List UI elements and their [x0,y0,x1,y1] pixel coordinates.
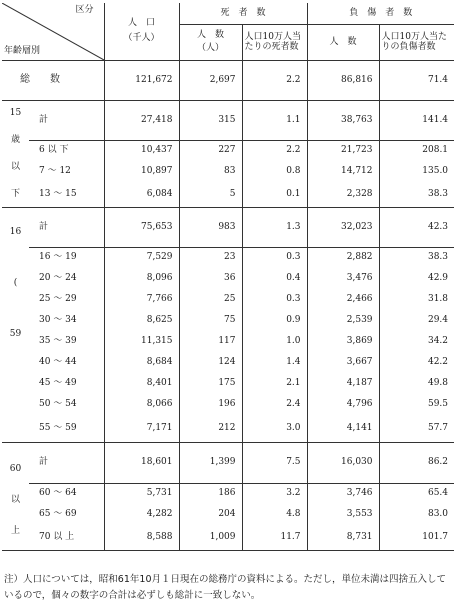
age-row [2,352,454,373]
deaths-cell: 124 [179,352,242,373]
injured-cell: 16,030 [307,442,379,483]
injured-rate-cell: 65.4 [379,483,454,504]
deaths-cell: 75 [179,310,242,331]
injured-rate-cell: 42.9 [379,268,454,289]
row-label: 計 [29,442,104,483]
death-rate-cell: 7.5 [242,442,307,483]
row-label: 60 〜 64 [39,488,77,499]
age-row [2,483,454,504]
row-label: 16 〜 19 [39,252,77,263]
population-cell: 11,315 [104,331,179,352]
footnote: 注）人口については，昭和61年10月１日現在の総務庁の資料による。ただし，単位未満は四捨五入しているので，個々の数字の合計は必ずしも総計に一致しない。 [4,574,446,601]
injured-cell: 3,746 [307,483,379,504]
population-cell: 6,084 [104,182,179,207]
age-bracket-char: 以 [10,161,20,172]
population-cell: 4,282 [104,504,179,525]
population-cell: 8,684 [104,352,179,373]
death-rate-cell: 0.8 [242,161,307,182]
population-cell: 8,625 [104,310,179,331]
age-row [2,289,454,310]
deaths-cell: 25 [179,289,242,310]
injured-rate-cell: 101.7 [379,525,454,550]
total-injured: 86,816 [307,60,379,100]
population-cell: 18,601 [104,442,179,483]
injured-rate-cell: 86.2 [379,442,454,483]
population-cell: 7,171 [104,415,179,442]
population-cell: 10,437 [104,140,179,161]
injured-rate-cell: 42.2 [379,352,454,373]
age-bracket-char: 59 [9,328,22,339]
age-bracket-char: ( [13,277,18,288]
death-rate-cell: 2.2 [242,140,307,161]
injured-cell: 3,667 [307,352,379,373]
deaths-cell: 315 [179,100,242,140]
row-label: 70 以 上 [29,525,104,550]
population-cell: 8,588 [104,525,179,550]
death-rate-cell: 0.4 [242,268,307,289]
population-cell: 8,066 [104,394,179,415]
row-label: 13 〜 15 [29,182,104,207]
age-bracket-label [2,100,29,207]
row-label: 7 〜 12 [39,166,71,176]
total-death-rate: 2.2 [242,60,307,100]
row-label: 40 〜 44 [39,357,77,367]
row-label: 55 〜 59 [29,415,104,442]
row-label: 45 〜 49 [39,378,77,388]
row-label: 50 〜 54 [39,399,77,409]
population-cell: 10,897 [104,161,179,182]
deaths-cell: 23 [179,247,242,268]
row-label: 計 [29,207,104,247]
row-label: 65 〜 69 [39,509,77,519]
injured-rate-cell: 141.4 [379,100,454,140]
injured-cell: 4,187 [307,373,379,394]
age-row [2,415,454,442]
injured-rate-cell: 57.7 [379,415,454,442]
kubun-label: 区分 [75,5,94,15]
injured-cell: 2,882 [307,247,379,268]
death-rate-cell: 1.1 [242,100,307,140]
death-rate-cell: 0.9 [242,310,307,331]
death-rate-cell: 3.0 [242,415,307,442]
injured-rate-cell: 49.8 [379,373,454,394]
injured-rate-cell: 208.1 [379,140,454,161]
deaths-cell: 204 [179,504,242,525]
injured-cell: 21,723 [307,140,379,161]
age-bracket-char: 歳 [10,134,20,145]
injured-cell: 3,869 [307,331,379,352]
age-bracket-char: 16 [9,226,22,237]
death-rate-cell: 1.4 [242,352,307,373]
age-bracket-char: 上 [10,525,20,536]
deaths-count-header [179,24,242,60]
population-cell: 75,653 [104,207,179,247]
header-corner-cell [2,3,104,60]
deaths-cell: 227 [179,140,242,161]
death-rate-cell: 2.4 [242,394,307,415]
age-bracket-char: 下 [10,188,20,199]
injured-rate-cell: 59.5 [379,394,454,415]
deaths-cell: 1,399 [179,442,242,483]
death-rate-cell: 2.1 [242,373,307,394]
injured-cell: 3,476 [307,268,379,289]
deaths-cell: 983 [179,207,242,247]
death-rate-cell: 0.3 [242,247,307,268]
age-row [2,331,454,352]
population-header [104,3,179,60]
age-bracket-char: 15 [9,107,22,118]
injured-header: 負 傷 者 数 [307,3,454,24]
group-subtotal-row [2,100,454,140]
age-row [2,268,454,289]
injured-count-header: 人 数 [307,24,379,60]
age-bracket-char: 60 [9,463,22,474]
row-label: 計 [29,100,104,140]
injured-cell: 2,539 [307,310,379,331]
age-group-label: 年齢層別 [4,45,41,56]
deaths-cell: 83 [179,161,242,182]
population-cell: 7,766 [104,289,179,310]
injured-rate-cell: 38.3 [379,182,454,207]
age-row [2,525,454,550]
row-label: 20 〜 24 [39,273,77,283]
population-unit: （千人） [123,33,160,44]
age-row [2,247,454,268]
deaths-count-unit: （人） [196,43,224,53]
deaths-count-title: 人 数 [196,30,224,40]
death-rate-cell: 11.7 [242,525,307,550]
total-injured-rate: 71.4 [379,60,454,100]
injured-cell: 4,796 [307,394,379,415]
age-row [2,310,454,331]
deaths-rate-header: 人口10万人当たりの死者数 [242,24,307,60]
death-rate-cell: 0.1 [242,182,307,207]
death-rate-cell: 4.8 [242,504,307,525]
injured-rate-cell: 83.0 [379,504,454,525]
total-row [2,60,454,100]
age-row [2,182,454,207]
population-title: 人 口 [127,18,155,29]
injured-rate-cell: 31.8 [379,289,454,310]
age-bracket-label [2,207,29,442]
deaths-cell: 196 [179,394,242,415]
deaths-cell: 36 [179,268,242,289]
death-rate-cell: 3.2 [242,483,307,504]
population-cell: 7,529 [104,247,179,268]
total-deaths: 2,697 [179,60,242,100]
injured-cell: 14,712 [307,161,379,182]
row-label: 6 以 下 [39,145,69,156]
age-row [2,394,454,415]
casualty-table [2,3,454,551]
age-row [2,504,454,525]
injured-rate-cell: 135.0 [379,161,454,182]
age-row [2,373,454,394]
deaths-cell: 5 [179,182,242,207]
injured-cell: 4,141 [307,415,379,442]
row-label: 30 〜 34 [39,315,77,325]
total-label: 総 数 [2,60,104,100]
injured-cell: 32,023 [307,207,379,247]
age-bracket-char: 以 [10,494,20,505]
row-label: 35 〜 39 [39,336,77,346]
population-cell: 8,401 [104,373,179,394]
group-subtotal-row [2,207,454,247]
population-cell: 5,731 [104,483,179,504]
deaths-header: 死 者 数 [179,3,307,24]
row-label: 25 〜 29 [39,294,77,304]
injured-rate-cell: 38.3 [379,247,454,268]
injured-rate-cell: 29.4 [379,310,454,331]
age-row [2,161,454,182]
injured-cell: 38,763 [307,100,379,140]
injured-rate-cell: 34.2 [379,331,454,352]
injured-cell: 2,328 [307,182,379,207]
age-row [2,140,454,161]
injured-cell: 8,731 [307,525,379,550]
deaths-cell: 212 [179,415,242,442]
injured-cell: 2,466 [307,289,379,310]
death-rate-cell: 1.3 [242,207,307,247]
total-population: 121,672 [104,60,179,100]
group-subtotal-row [2,442,454,483]
population-cell: 27,418 [104,100,179,140]
death-rate-cell: 0.3 [242,289,307,310]
age-bracket-label [2,442,29,550]
deaths-cell: 117 [179,331,242,352]
population-cell: 8,096 [104,268,179,289]
injured-rate-cell: 42.3 [379,207,454,247]
deaths-cell: 175 [179,373,242,394]
injured-cell: 3,553 [307,504,379,525]
deaths-cell: 1,009 [179,525,242,550]
injured-rate-header: 人口10万人当たりの負傷者数 [379,24,454,60]
death-rate-cell: 1.0 [242,331,307,352]
deaths-cell: 186 [179,483,242,504]
